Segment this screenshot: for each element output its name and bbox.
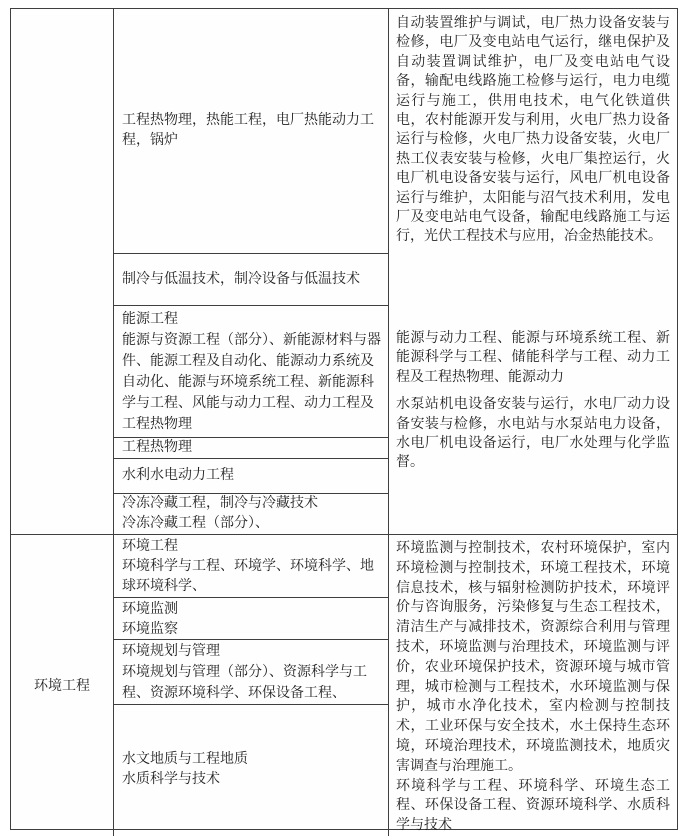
majors-text: 能源与资源工程（部分）、新能源材料与器件、能源工程及自动化、能源动力系统及自动化、能源与环境系统工程、新能源科学与工程、风能与动力工程、动力工程及工程热物理 bbox=[122, 333, 381, 432]
majors-text: 水质科学与技术 bbox=[122, 772, 220, 788]
majors-text: 环境规划与管理 bbox=[122, 644, 220, 659]
majors-text: 冷冻冷藏工程，制冷与冷藏技术 bbox=[122, 496, 318, 511]
occupations-paragraph: 水泵站机电设备安装与运行，水电厂动力设备安装与检修，水电站与水泵站电力设备，水电厂机电设备运行，电厂水处理与化学监督。 bbox=[396, 397, 670, 471]
majors-column bbox=[114, 535, 389, 836]
majors-cell bbox=[114, 459, 388, 494]
occupations-cell bbox=[389, 535, 677, 836]
majors-column bbox=[114, 9, 389, 534]
majors-text: 制冷与低温技术，制冷设备与低温技术 bbox=[122, 271, 360, 287]
majors-text: 水利水电动力工程 bbox=[122, 468, 234, 483]
majors-text: 能源工程 bbox=[122, 312, 178, 327]
occupations-paragraph: 自动装置维护与调试，电厂热力设备安装与检修，电厂及变电站电气运行，继电保护及自动装置调试维护，电厂及变电站电气设备，输配电线路施工检修与运行，电力电缆运行与施工，供用电技术，电气化铁道供电，农村能源开发与利用，火电厂热力设备运行与检修，火电厂热力设备安装，火电厂热工仪表安装与检修，火电厂集控运行，火电厂机电设备安装与运行，风电厂机电设备运行与维护，太阳能与沼气技术利用，发电厂及变电站电气设备，输配电线路施工与运行，光伏工程技术与应用，冶金热能技术。 bbox=[396, 16, 670, 245]
table-section-energy bbox=[11, 9, 677, 535]
majors-text: 环境规划与管理（部分）、资源科学与工程、资源环境科学、环保设备工程、 bbox=[122, 665, 367, 701]
majors-text: 环境监测 bbox=[122, 602, 178, 617]
major-occupation-table bbox=[10, 8, 678, 834]
majors-text: 环境科学与工程、环境学、环境科学、地球环境科学、 bbox=[122, 559, 374, 594]
majors-text: 工程热物理 bbox=[122, 440, 192, 455]
majors-cell bbox=[114, 254, 388, 306]
majors-cell bbox=[114, 640, 388, 705]
category-label: 环境工程 bbox=[34, 679, 90, 695]
majors-text: 环境监察 bbox=[122, 622, 178, 637]
majors-cell bbox=[114, 705, 388, 836]
category-cell-empty bbox=[11, 9, 114, 534]
majors-cell bbox=[114, 438, 388, 459]
occupations-paragraph: 环境监测与控制技术，农村环境保护，室内环境检测与控制技术，环境工程技术，环境信息技术，核与辐射检测防护技术，环境评价与咨询服务，污染修复与生态工程技术，清洁生产与减排技术，资源综合利用与管理技术，环境监测与治理技术，环境监测与评价，农业环境保护技术，资源环境与城市管理，城市检测与工程技术，水环境监测与保护，城市水净化技术，室内检测与控制技术，工业环保与安全技术，水土保持生态环境，环境治理技术，环境监测技术，地质灾害调查与治理施工。 bbox=[396, 541, 670, 774]
majors-cell bbox=[114, 494, 388, 534]
related-majors-paragraph: 能源与动力工程、能源与环境系统工程、新能源科学与工程、储能科学与工程、动力工程及工程热物理、能源动力 bbox=[396, 330, 670, 385]
occupations-cell bbox=[389, 9, 677, 534]
majors-text: 工程热物理，热能工程，电厂热能动力工程，锅炉 bbox=[122, 113, 374, 148]
category-cell bbox=[11, 535, 114, 836]
majors-text: 冷冻冷藏工程（部分）、 bbox=[122, 516, 269, 531]
table-section-environment bbox=[11, 535, 677, 836]
majors-text: 环境工程 bbox=[122, 539, 178, 554]
majors-cell bbox=[114, 306, 388, 438]
majors-cell bbox=[114, 535, 388, 598]
majors-cell bbox=[114, 598, 388, 640]
majors-cell bbox=[114, 9, 388, 254]
related-majors-paragraph: 环境科学与工程、环境科学、环境生态工程、环保设备工程、资源环境科学、水质科学与技术 bbox=[396, 778, 670, 834]
majors-text: 水文地质与工程地质 bbox=[122, 752, 248, 768]
